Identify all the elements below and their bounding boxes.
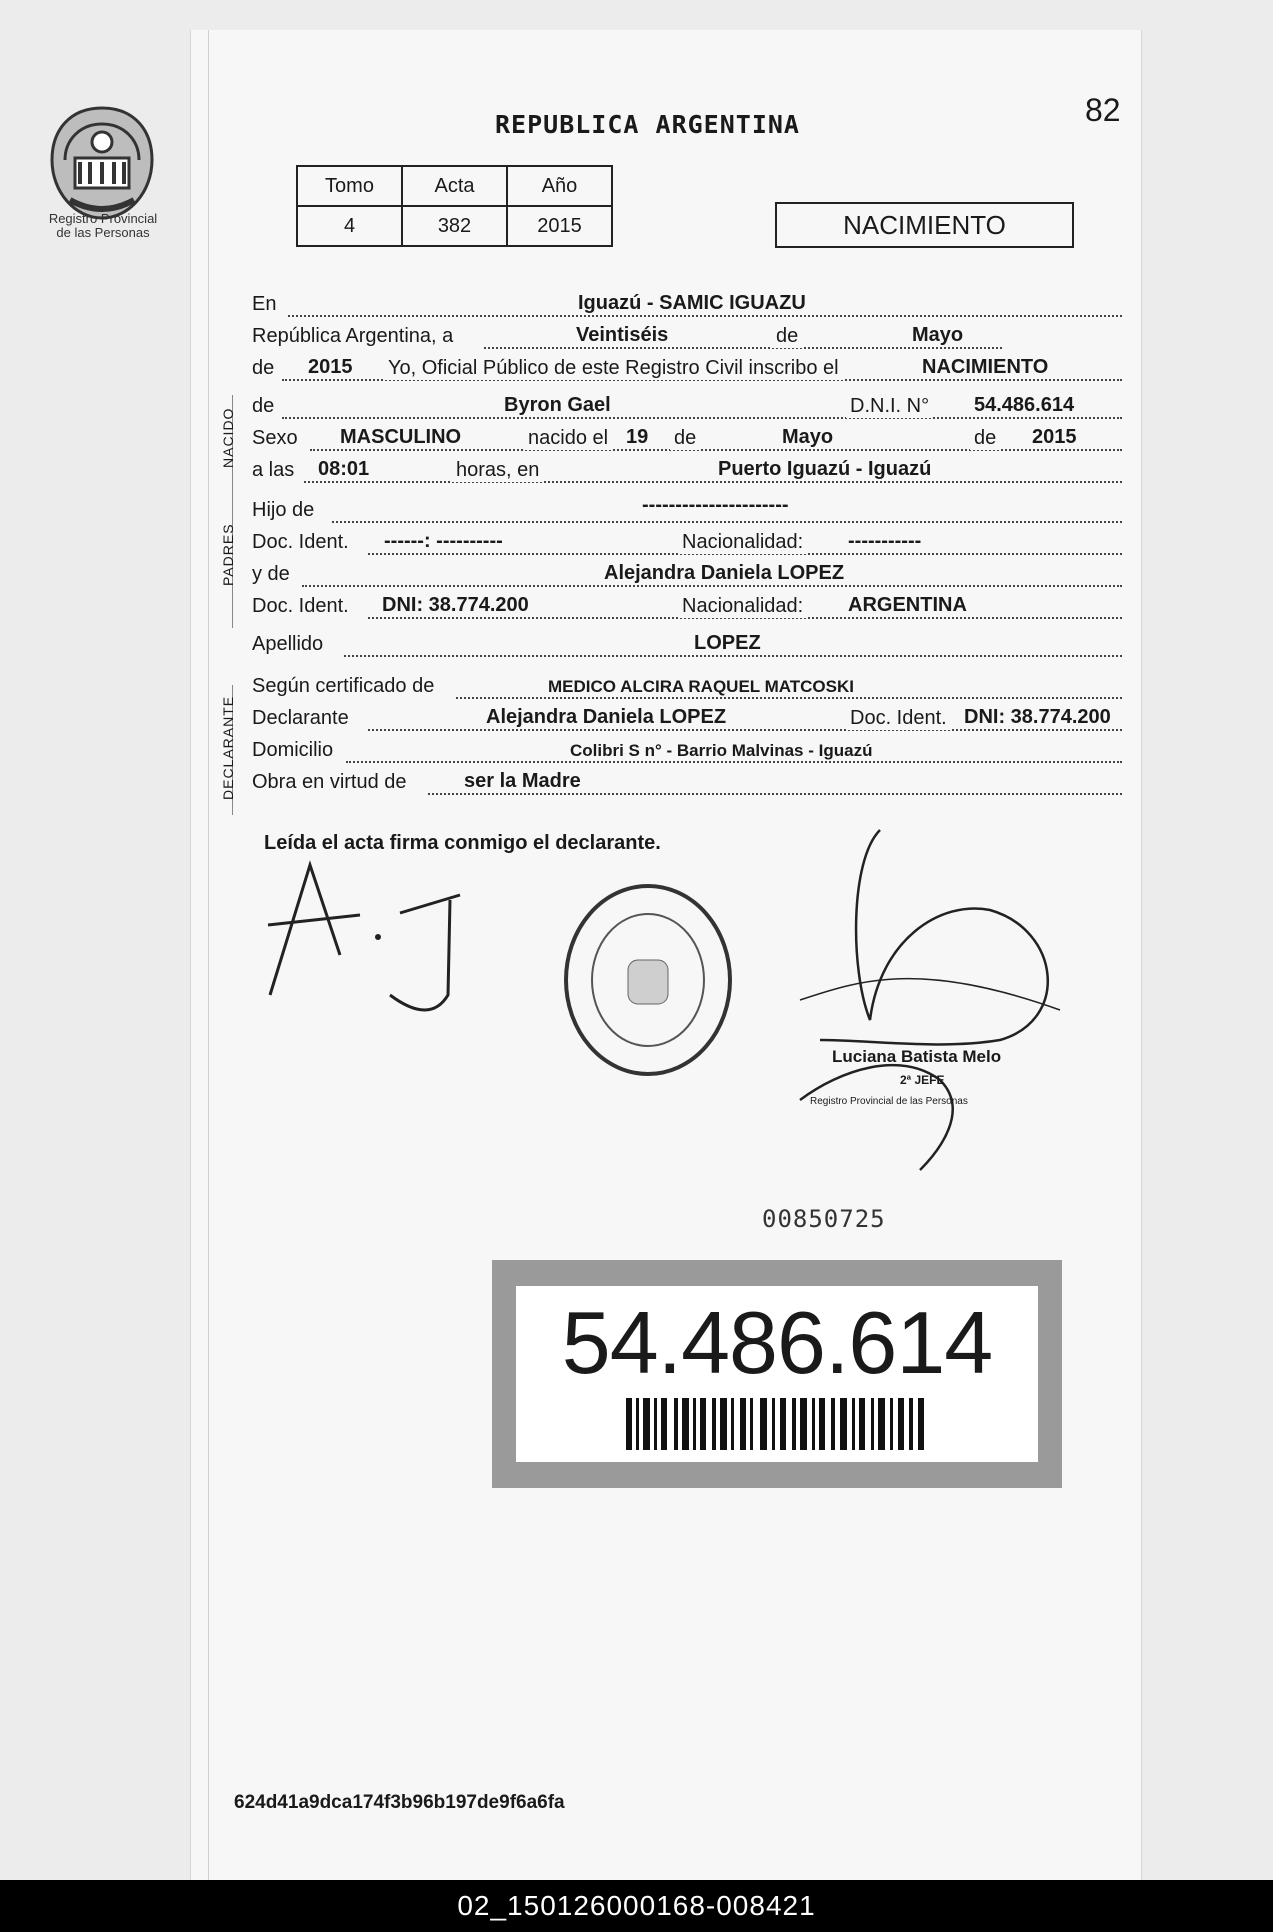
day-value: Veintiséis <box>576 324 669 346</box>
official-role: 2ª JEFE <box>900 1073 945 1087</box>
birth-day-value: 19 <box>626 426 649 448</box>
birth-year-value: 2015 <box>1032 426 1077 448</box>
closing-statement: Leída el acta firma conmigo el declarante. <box>264 832 661 854</box>
side-label-nacido: NACIDO <box>220 407 236 468</box>
official-signature <box>740 820 1070 1180</box>
nombre-label: de <box>252 395 275 417</box>
field-nombre <box>252 392 1122 422</box>
declarante-value: Alejandra Daniela LOPEZ <box>486 706 727 728</box>
dots <box>282 417 1122 419</box>
logo-caption: Registro Provincial de las Personas <box>48 211 158 240</box>
dni-label: D.N.I. N° <box>846 395 933 418</box>
footer-bar <box>0 1880 1273 1932</box>
month-value: Mayo <box>912 324 964 346</box>
republica-label: República Argentina, a <box>252 325 454 347</box>
declarant-signature <box>260 855 480 1035</box>
field-doc1 <box>252 528 1122 558</box>
nacionalidad1-label: Nacionalidad: <box>678 531 807 554</box>
nacionalidad2-label: Nacionalidad: <box>678 595 807 618</box>
inscribo-value: NACIMIENTO <box>922 356 1049 378</box>
y-de-label: y de <box>252 563 290 585</box>
record-reference-table <box>296 165 613 247</box>
document-title: REPUBLICA ARGENTINA <box>495 110 800 139</box>
obra-label: Obra en virtud de <box>252 771 407 793</box>
field-apellido <box>252 630 1122 660</box>
nacido-label: nacido el <box>524 427 612 450</box>
page-number: 82 <box>1085 92 1121 128</box>
tomo-value: 4 <box>297 206 402 246</box>
dni-value: 54.486.614 <box>974 394 1075 416</box>
nacionalidad1-value: ----------- <box>848 530 922 552</box>
hora-value: 08:01 <box>318 458 370 480</box>
acta-value: 382 <box>402 206 507 246</box>
obra-value: ser la Madre <box>464 770 581 792</box>
official-stamp <box>558 880 738 1080</box>
certificado-label: Según certificado de <box>252 675 435 697</box>
doc2-label: Doc. Ident. <box>252 595 349 617</box>
declarante-label: Declarante <box>252 707 349 729</box>
margin-rule <box>208 30 209 1880</box>
dni-sticker <box>492 1260 1062 1488</box>
domicilio-label: Domicilio <box>252 739 334 761</box>
official-name: Luciana Batista Melo <box>832 1047 1002 1066</box>
padre-value: ---------------------- <box>642 494 789 516</box>
en-value: Iguazú - SAMIC IGUAZU <box>578 292 806 314</box>
certificado-value: MEDICO ALCIRA RAQUEL MATCOSKI <box>548 677 854 696</box>
year-value: 2015 <box>308 356 353 378</box>
dots <box>304 481 1122 483</box>
anio-value: 2015 <box>507 206 612 246</box>
dots <box>302 585 1122 587</box>
apellido-label: Apellido <box>252 633 324 655</box>
field-year <box>252 354 1122 384</box>
document-hash: 624d41a9dca174f3b96b197de9f6a6fa <box>234 1792 565 1813</box>
inscribo-text: Yo, Oficial Público de este Registro Civil inscribo el <box>384 357 843 380</box>
field-certificado <box>252 672 1122 702</box>
barcode <box>626 1398 926 1450</box>
hijo-de-label: Hijo de <box>252 499 315 521</box>
de-year-label: de <box>252 357 275 379</box>
madre-value: Alejandra Daniela LOPEZ <box>604 562 845 584</box>
sexo-value: MASCULINO <box>340 426 462 448</box>
en-label: En <box>252 293 277 315</box>
serial-number: 00850725 <box>762 1205 886 1233</box>
field-republica <box>252 322 1122 352</box>
hora-label: a las <box>252 459 295 481</box>
declarante-doc-value: DNI: 38.774.200 <box>964 706 1111 728</box>
de-label: de <box>772 325 802 348</box>
tomo-header: Tomo <box>297 166 402 206</box>
horas-en-label: horas, en <box>452 459 543 482</box>
dots <box>368 729 1122 731</box>
dots <box>456 697 1122 699</box>
dni-sticker-label <box>516 1286 1038 1462</box>
footer-filename: 02_150126000168-008421 <box>457 1890 816 1921</box>
dots <box>346 761 1122 763</box>
birth-month-value: Mayo <box>782 426 834 448</box>
official-office: Registro Provincial de las Personas <box>810 1096 968 1107</box>
field-declarante <box>252 704 1122 734</box>
record-kind: NACIMIENTO <box>775 202 1074 248</box>
dots <box>344 655 1122 657</box>
field-obra <box>252 768 1122 798</box>
dots <box>428 793 1122 795</box>
dots <box>332 521 1122 523</box>
domicilio-value: Colibri S n° - Barrio Malvinas - Iguazú <box>570 741 873 760</box>
birth-de2-label: de <box>970 427 1000 450</box>
acta-header: Acta <box>402 166 507 206</box>
field-hijo-de <box>252 496 1122 526</box>
birth-de-label: de <box>670 427 700 450</box>
doc1-value: ------: ---------- <box>384 530 503 552</box>
dots <box>288 315 1122 317</box>
field-doc2 <box>252 592 1122 622</box>
field-y-de <box>252 560 1122 590</box>
field-domicilio <box>252 736 1122 766</box>
side-label-declarante: DECLARANTE <box>220 695 236 800</box>
dots <box>484 347 1002 349</box>
sexo-label: Sexo <box>252 427 298 449</box>
anio-header: Año <box>507 166 612 206</box>
field-en <box>252 290 1122 320</box>
doc2-value: DNI: 38.774.200 <box>382 594 529 616</box>
nacionalidad2-value: ARGENTINA <box>848 594 967 616</box>
declarante-doc-label: Doc. Ident. <box>846 707 951 730</box>
apellido-value: LOPEZ <box>694 632 761 654</box>
field-sexo <box>252 424 1122 454</box>
field-hora <box>252 456 1122 486</box>
doc1-label: Doc. Ident. <box>252 531 349 553</box>
sticker-number: 54.486.614 <box>561 1293 993 1392</box>
side-label-padres: PADRES <box>220 523 236 586</box>
nombre-value: Byron Gael <box>504 394 611 416</box>
lugar-value: Puerto Iguazú - Iguazú <box>718 458 932 480</box>
